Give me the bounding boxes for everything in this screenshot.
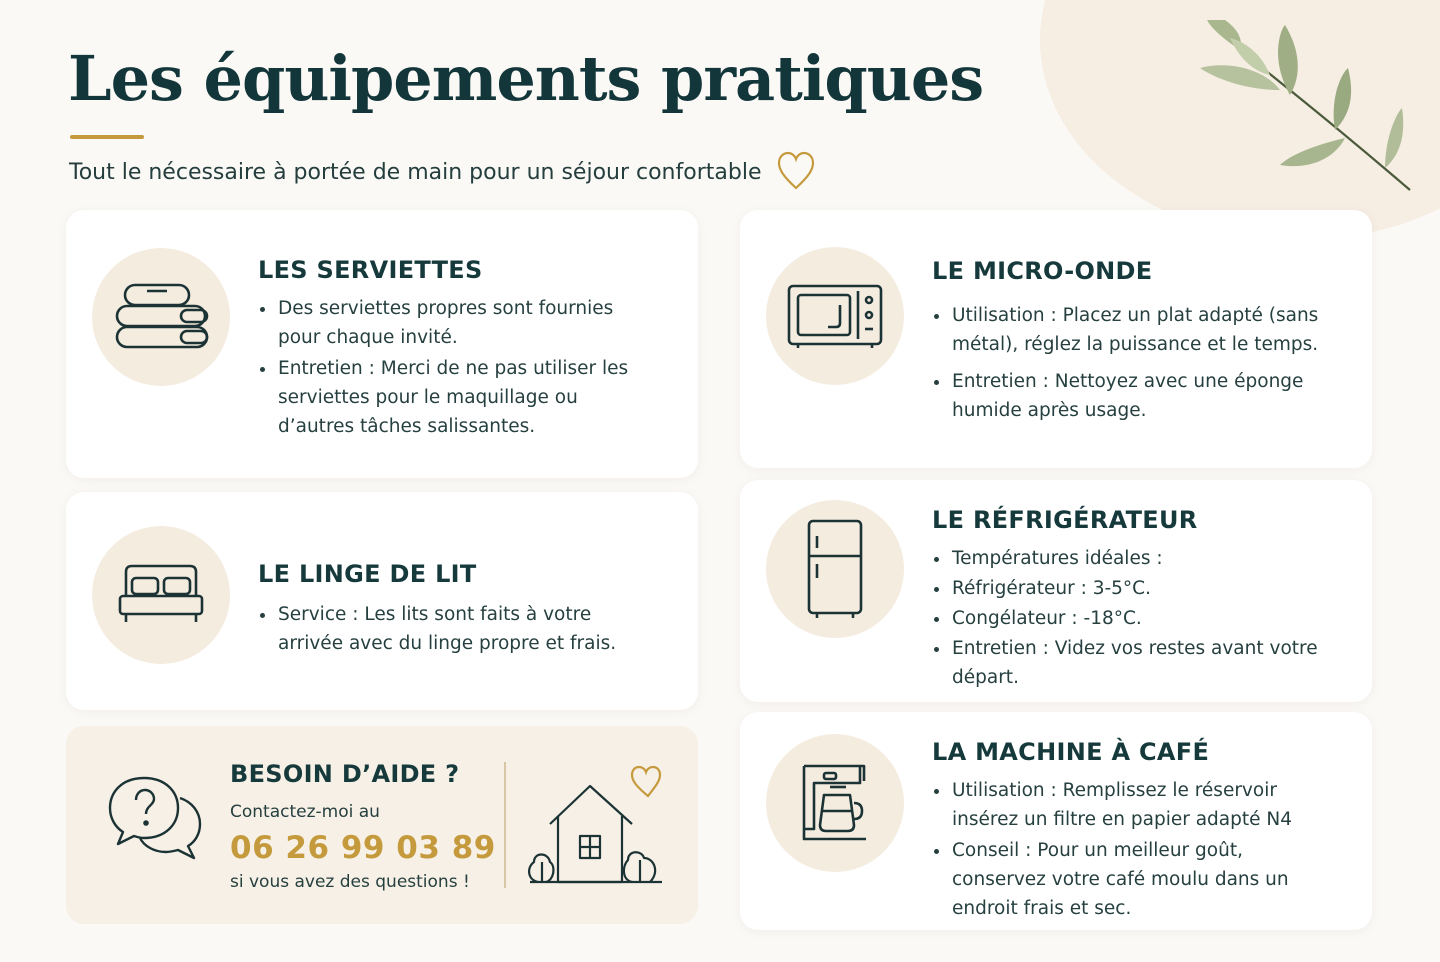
coffee-machine-icon-circle (766, 734, 904, 872)
card-list (258, 294, 638, 441)
list-item: Entretien : Nettoyez avec une éponge humide après usage. (932, 367, 1352, 425)
card-list (932, 544, 1332, 692)
help-card (66, 726, 698, 924)
list-item: Service : Les lits sont faits à votre arrivée avec du linge propre et frais. (258, 600, 618, 658)
page-title: Les équipements pratiques (68, 42, 984, 115)
list-item: Réfrigérateur : 3-5°C. (932, 574, 1332, 603)
list-item: Congélateur : -18°C. (932, 604, 1332, 633)
card-microwave (740, 210, 1372, 468)
card-list (932, 301, 1352, 425)
coffee-machine-icon (800, 763, 870, 843)
list-item: Températures idéales : (932, 544, 1332, 573)
help-title: BESOIN D’AIDE ? (230, 760, 460, 788)
list-item: Conseil : Pour un meilleur goût, conservez votre café moulu dans un endroit frais et sec. (932, 836, 1292, 923)
card-title: LE RÉFRIGÉRATEUR (932, 506, 1198, 534)
card-bed-linen (66, 492, 698, 710)
list-item: Entretien : Merci de ne pas utiliser les serviettes pour le maquillage ou d’autres tâches salissantes. (258, 354, 638, 441)
card-list (258, 600, 618, 658)
question-chat-icon (106, 772, 206, 868)
list-item: Utilisation : Placez un plat adapté (sans métal), réglez la puissance et le temps. (932, 301, 1352, 359)
card-title: LES SERVIETTES (258, 256, 483, 284)
divider (504, 762, 506, 888)
help-phone-number[interactable]: 06 26 99 03 89 (230, 830, 496, 866)
house-icon (522, 754, 672, 888)
microwave-icon-circle (766, 247, 904, 385)
towels-icon-circle (92, 248, 230, 386)
card-towels (66, 210, 698, 478)
help-label: Contactez-moi au (230, 802, 380, 822)
card-list (932, 776, 1292, 923)
heart-icon (776, 150, 816, 192)
fridge-icon (805, 518, 865, 620)
card-coffee-machine (740, 712, 1372, 930)
towels-icon (111, 282, 211, 352)
card-title: LE MICRO-ONDE (932, 257, 1153, 285)
page-subtitle: Tout le nécessaire à portée de main pour un séjour confortable (69, 160, 762, 185)
title-underline (70, 135, 144, 139)
list-item: Utilisation : Remplissez le réservoir insérez un filtre en papier adapté N4 (932, 776, 1292, 834)
list-item: Entretien : Videz vos restes avant votre départ. (932, 634, 1332, 692)
help-note: si vous avez des questions ! (230, 872, 470, 892)
list-item: Des serviettes propres sont fournies pour chaque invité. (258, 294, 638, 352)
leaves-decoration-icon (1170, 20, 1420, 200)
card-title: LA MACHINE À CAFÉ (932, 738, 1210, 766)
microwave-icon (786, 283, 884, 349)
fridge-icon-circle (766, 500, 904, 638)
card-fridge (740, 480, 1372, 702)
bed-icon (116, 560, 206, 630)
bed-icon-circle (92, 526, 230, 664)
card-title: LE LINGE DE LIT (258, 560, 477, 588)
